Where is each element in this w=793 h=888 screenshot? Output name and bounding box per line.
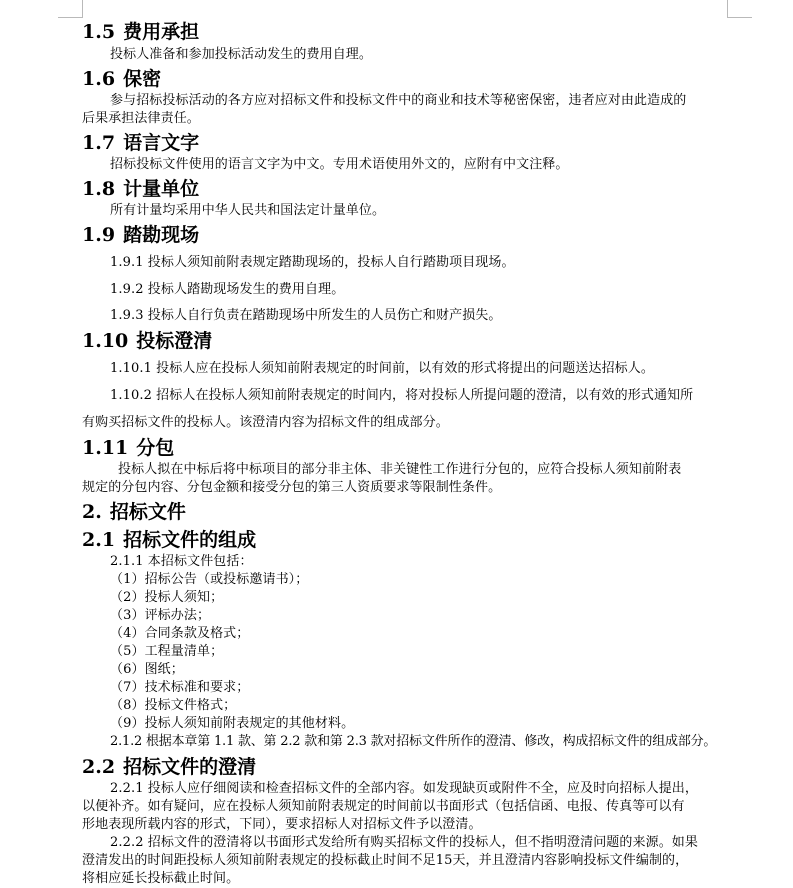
heading-title: 投标澄清 <box>136 330 213 352</box>
heading-number: 1.9 <box>82 224 116 246</box>
paragraph: 将相应延长投标截止时间。 <box>82 871 240 886</box>
heading-1-6 <box>82 68 161 90</box>
heading-title: 计量单位 <box>123 178 200 200</box>
clause-1-9-3: 1.9.3 投标人自行负责在踏勘现场中所发生的人员伤亡和财产损失。 <box>110 308 502 323</box>
clause-1-10-1: 1.10.1 投标人应在投标人须知前附表规定的时间前，以有效的形式将提出的问题送达招标人。 <box>110 361 654 376</box>
paragraph: 投标人拟在中标后将中标项目的部分非主体、非关键性工作进行分包的，应符合投标人须知前附表 <box>118 462 682 477</box>
heading-1-11 <box>82 437 174 459</box>
list-item: （5）工程量清单； <box>110 644 224 659</box>
heading-1-7 <box>82 132 199 154</box>
clause-2-2-1: 2.2.1 投标人应仔细阅读和检查招标文件的全部内容。如发现缺页或附件不全，应及时向招标人提出， <box>110 781 699 796</box>
clause-2-1-2: 2.1.2 根据本章第 1.1 款、第 2.2 款和第 2.3 款对招标文件所作的澄清、修改，构成招标文件的组成部分。 <box>110 734 717 749</box>
crop-mark-top-left <box>58 0 83 18</box>
clause-2-2-2: 2.2.2 招标文件的澄清将以书面形式发给所有购买招标文件的投标人，但不指明澄清问题的来源。如果 <box>110 835 699 850</box>
heading-2-1 <box>82 529 256 551</box>
clause-1-10-2-cont: 有购买招标文件的投标人。该澄清内容为招标文件的组成部分。 <box>82 415 449 430</box>
clause-1-9-1: 1.9.1 投标人须知前附表规定踏勘现场的，投标人自行踏勘项目现场。 <box>110 255 515 270</box>
heading-number: 1.11 <box>82 437 129 459</box>
clause-1-10-2: 1.10.2 招标人在投标人须知前附表规定的时间内，将对投标人所提问题的澄清，以有效的形式通知所 <box>110 388 694 403</box>
heading-1-10 <box>82 330 212 352</box>
paragraph: 以便补齐。如有疑问，应在投标人须知前附表规定的时间前以书面形式（包括信函、电报、传真等可以有 <box>82 799 685 814</box>
heading-number: 1.5 <box>82 21 116 43</box>
list-item: （1）招标公告（或投标邀请书）； <box>110 572 309 587</box>
heading-number: 2.2 <box>82 756 116 778</box>
paragraph: 所有计量均采用中华人民共和国法定计量单位。 <box>110 203 386 218</box>
heading-2 <box>82 501 186 523</box>
heading-title: 语言文字 <box>123 132 200 154</box>
paragraph: 形地表现所载内容的形式，下同），要求招标人对招标文件予以澄清。 <box>82 817 482 832</box>
heading-number: 2.1 <box>82 529 116 551</box>
heading-number: 2. <box>82 501 102 523</box>
heading-number: 1.6 <box>82 68 116 90</box>
list-item: （8）投标文件格式； <box>110 698 237 713</box>
heading-1-5 <box>82 21 199 43</box>
list-item: （3）评标办法； <box>110 608 211 623</box>
heading-title: 分包 <box>136 437 175 459</box>
heading-number: 1.8 <box>82 178 116 200</box>
list-item: （6）图纸； <box>110 662 184 677</box>
heading-number: 1.10 <box>82 330 129 352</box>
list-item: （7）技术标准和要求； <box>110 680 250 695</box>
heading-title: 费用承担 <box>123 21 200 43</box>
paragraph: 招标投标文件使用的语言文字为中文。专用术语使用外文的，应附有中文注释。 <box>110 157 569 172</box>
paragraph: 参与招标投标活动的各方应对招标文件和投标文件中的商业和技术等秘密保密，违者应对由此造成的 <box>110 93 687 108</box>
paragraph: 澄清发出的时间距投标人须知前附表规定的投标截止时间不足15天，并且澄清内容影响投标文件编制的， <box>82 853 689 868</box>
heading-number: 1.7 <box>82 132 116 154</box>
heading-1-9 <box>82 224 199 246</box>
heading-2-2 <box>82 756 256 778</box>
list-item: （2）投标人须知； <box>110 590 224 605</box>
paragraph: 投标人准备和参加投标活动发生的费用自理。 <box>110 47 373 62</box>
clause-1-9-2: 1.9.2 投标人踏勘现场发生的费用自理。 <box>110 282 345 297</box>
heading-title: 招标文件的澄清 <box>123 756 257 778</box>
paragraph: 规定的分包内容、分包金额和接受分包的第三人资质要求等限制性条件。 <box>82 480 502 495</box>
heading-1-8 <box>82 178 199 200</box>
list-item: （9）投标人须知前附表规定的其他材料。 <box>110 716 355 731</box>
heading-title: 保密 <box>123 68 162 90</box>
paragraph: 后果承担法律责任。 <box>82 111 200 126</box>
crop-mark-top-right <box>727 0 752 18</box>
list-item: （4）合同条款及格式； <box>110 626 250 641</box>
clause-2-1-1: 2.1.1 本招标文件包括： <box>110 554 253 569</box>
heading-title: 招标文件 <box>109 501 186 523</box>
heading-title: 招标文件的组成 <box>123 529 257 551</box>
heading-title: 踏勘现场 <box>123 224 200 246</box>
